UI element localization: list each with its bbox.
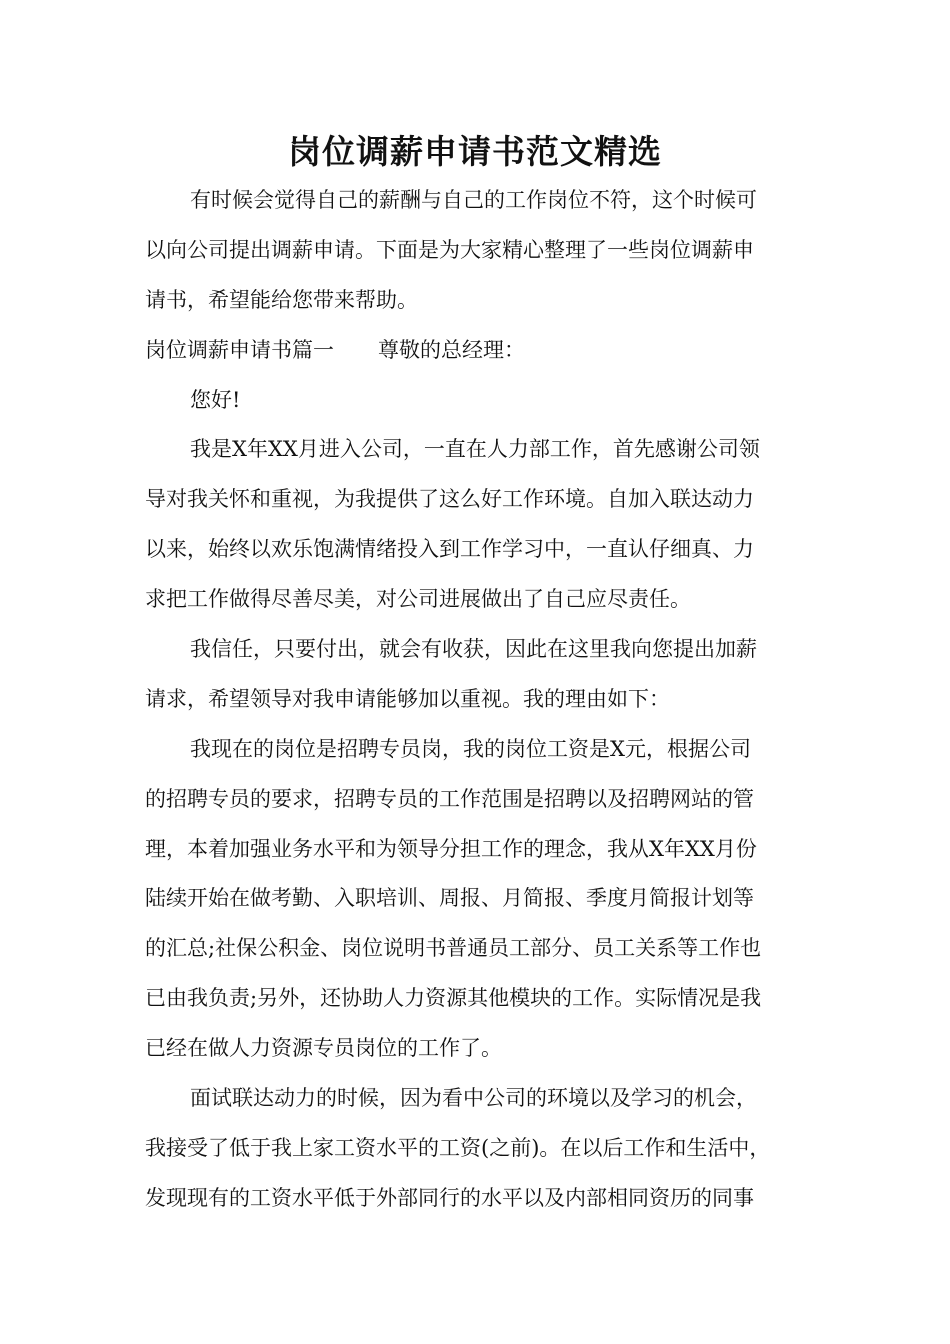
document-title: 岗位调薪申请书范文精选 bbox=[288, 132, 662, 171]
paragraph-line: 导对我关怀和重视，为我提供了这么好工作环境。自加入联达动力 bbox=[145, 487, 754, 512]
section-heading: 岗位调薪申请书篇一 bbox=[145, 337, 334, 362]
section-heading-line bbox=[145, 326, 825, 376]
paragraph-line: 求把工作做得尽善尽美，对公司进展做出了自己应尽责任。 bbox=[145, 587, 691, 612]
paragraph-line: 我是X年XX月进入公司，一直在人力部工作，首先感谢公司领 bbox=[190, 437, 760, 462]
document-body bbox=[145, 176, 825, 1224]
greeting-line: 您好! bbox=[190, 387, 241, 412]
paragraph-line: 请求，希望领导对我申请能够加以重视。我的理由如下： bbox=[145, 686, 670, 711]
paragraph-line: 理，本着加强业务水平和为领导分担工作的理念，我从X年XX月份 bbox=[145, 836, 757, 861]
paragraph-line: 我现在的岗位是招聘专员岗，我的岗位工资是X元，根据公司 bbox=[190, 736, 751, 761]
paragraph-line: 面试联达动力的时候，因为看中公司的环境以及学习的机会， bbox=[190, 1086, 757, 1111]
paragraph-line: 以向公司提出调薪申请。下面是为大家精心整理了一些岗位调薪申 bbox=[145, 237, 754, 262]
paragraph-line: 发现现有的工资水平低于外部同行的水平以及内部相同资历的同事 bbox=[145, 1185, 754, 1210]
paragraph-line: 我接受了低于我上家工资水平的工资(之前)。在以后工作和生活中， bbox=[145, 1135, 771, 1160]
paragraph-line: 陆续开始在做考勤、入职培训、周报、月简报、季度月简报计划等 bbox=[145, 886, 754, 911]
paragraph-line: 已经在做人力资源专员岗位的工作了。 bbox=[145, 1036, 502, 1061]
paragraph-line: 已由我负责;另外，还协助人力资源其他模块的工作。实际情况是我 bbox=[145, 986, 762, 1011]
paragraph-line: 我信任，只要付出，就会有收获，因此在这里我向您提出加薪 bbox=[190, 637, 757, 662]
salutation: 尊敬的总经理： bbox=[378, 337, 525, 362]
paragraph-line: 有时候会觉得自己的薪酬与自己的工作岗位不符，这个时候可 bbox=[190, 188, 757, 212]
paragraph-line: 以来，始终以欢乐饱满情绪投入到工作学习中，一直认仔细真、力 bbox=[145, 537, 754, 562]
paragraph-line: 的汇总;社保公积金、岗位说明书普通员工部分、员工关系等工作也 bbox=[145, 936, 762, 961]
paragraph-line: 的招聘专员的要求，招聘专员的工作范围是招聘以及招聘网站的管 bbox=[145, 786, 754, 811]
paragraph-line: 请书，希望能给您带来帮助。 bbox=[145, 287, 418, 312]
